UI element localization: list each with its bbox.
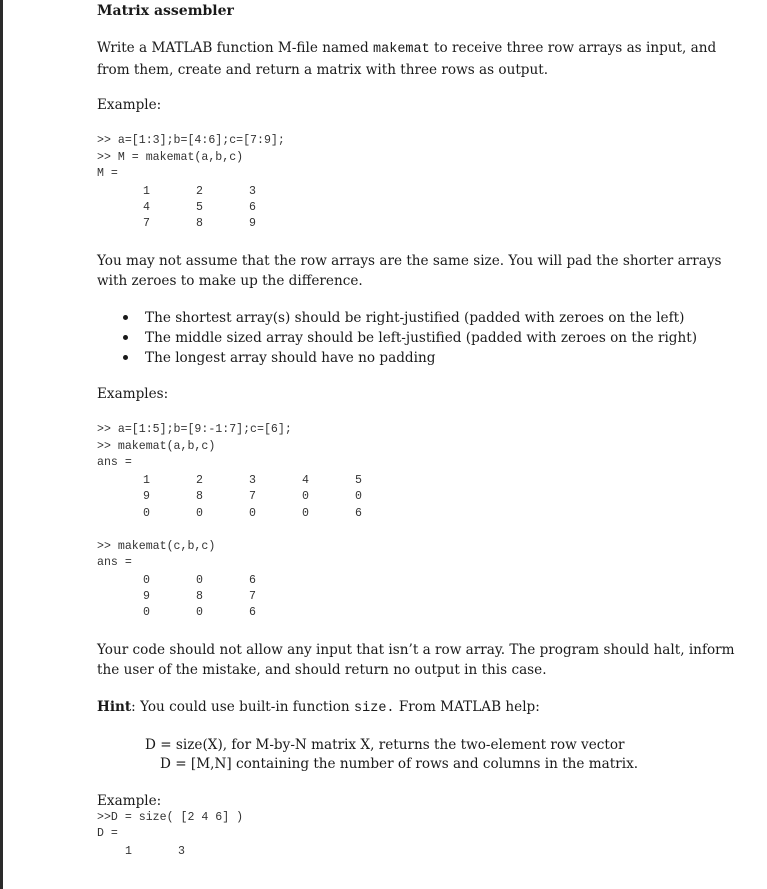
padding-paragraph: You may not assume that the row arrays are the same size. You will pad the shorter arrays with zeroes to make up the difference. [97, 253, 722, 289]
list-item: The middle sized array should be left-justified (padded with zeroes on the right) [115, 328, 697, 348]
code-command-line: >> a=[1:3];b=[4:6];c=[7:9]; [97, 134, 285, 147]
example-label: Example: [97, 97, 162, 113]
list-item: The longest array should have no padding [115, 348, 697, 368]
hint-text-end: From MATLAB help: [394, 699, 540, 715]
result-label: ans = [97, 456, 132, 469]
hint-text: : You could use built-in function [131, 699, 355, 715]
examples-label: Examples: [97, 386, 169, 402]
help-text-line: D = size(X), for M-by-N matrix X, returns the two-element row vector [145, 737, 625, 753]
matrix-cell: 5 [196, 201, 203, 214]
matrix-cell: 3 [249, 474, 256, 487]
page-title: Matrix assembler [97, 3, 234, 19]
matrix-cell: 7 [249, 590, 256, 603]
matrix-cell: 0 [196, 606, 203, 619]
matrix-cell: 0 [302, 490, 309, 503]
vector-cell: 1 [125, 845, 132, 858]
code-command-line: >> M = makemat(a,b,c) [97, 151, 244, 164]
matrix-cell: 8 [196, 590, 203, 603]
vector-cell: 3 [178, 845, 185, 858]
matrix-cell: 0 [143, 507, 150, 520]
help-text-line: D = [M,N] containing the number of rows and columns in the matrix. [160, 756, 639, 772]
size-function-code: size. [354, 701, 395, 716]
matrix-cell: 6 [249, 201, 256, 214]
matrix-cell: 0 [143, 574, 150, 587]
matrix-cell: 6 [355, 507, 362, 520]
matrix-cell: 0 [302, 507, 309, 520]
function-name-code: makemat [373, 42, 430, 57]
matrix-cell: 9 [143, 490, 150, 503]
matrix-cell: 9 [143, 590, 150, 603]
matrix-cell: 0 [249, 507, 256, 520]
matrix-cell: 5 [355, 474, 362, 487]
intro-text-start: Write a MATLAB function M-file named [97, 40, 374, 56]
matrix-cell: 7 [143, 217, 150, 230]
matrix-cell: 0 [196, 574, 203, 587]
matrix-cell: 4 [302, 474, 309, 487]
matrix-cell: 1 [143, 185, 150, 198]
padding-rules-list [115, 308, 697, 368]
matrix-cell: 2 [196, 185, 203, 198]
matrix-cell: 0 [355, 490, 362, 503]
hint-label: Hint [97, 699, 132, 715]
code-command-line: >> makemat(a,b,c) [97, 440, 216, 453]
code-command-line: >> a=[1:5];b=[9:-1:7];c=[6]; [97, 423, 292, 436]
matrix-cell: 8 [196, 490, 203, 503]
matrix-cell: 0 [196, 507, 203, 520]
result-label: ans = [97, 556, 132, 569]
matrix-cell: 4 [143, 201, 150, 214]
matrix-cell: 9 [249, 217, 256, 230]
example-label: Example: [97, 793, 162, 809]
code-command-line: >>D = size( [2 4 6] ) [97, 811, 244, 824]
matrix-cell: 0 [143, 606, 150, 619]
code-command-line: >> makemat(c,b,c) [97, 540, 216, 553]
intro-paragraph [97, 38, 737, 80]
matrix-cell: 6 [249, 606, 256, 619]
matrix-cell: 7 [249, 490, 256, 503]
matrix-cell: 6 [249, 574, 256, 587]
intro-text-end: to receive three row arrays as input, and from them, create and return a matrix with three rows as output. [97, 40, 717, 78]
matrix-cell: 1 [143, 474, 150, 487]
result-label: M = [97, 167, 118, 180]
matrix-cell: 2 [196, 474, 203, 487]
matrix-cell: 3 [249, 185, 256, 198]
result-label: D = [97, 827, 118, 840]
matrix-cell: 8 [196, 217, 203, 230]
validation-paragraph: Your code should not allow any input that isn’t a row array. The program should halt, inform the user of the mistake, and should return no output in this case. [97, 642, 735, 678]
hint-paragraph [97, 697, 737, 719]
list-item: The shortest array(s) should be right-justified (padded with zeroes on the left) [115, 308, 697, 328]
